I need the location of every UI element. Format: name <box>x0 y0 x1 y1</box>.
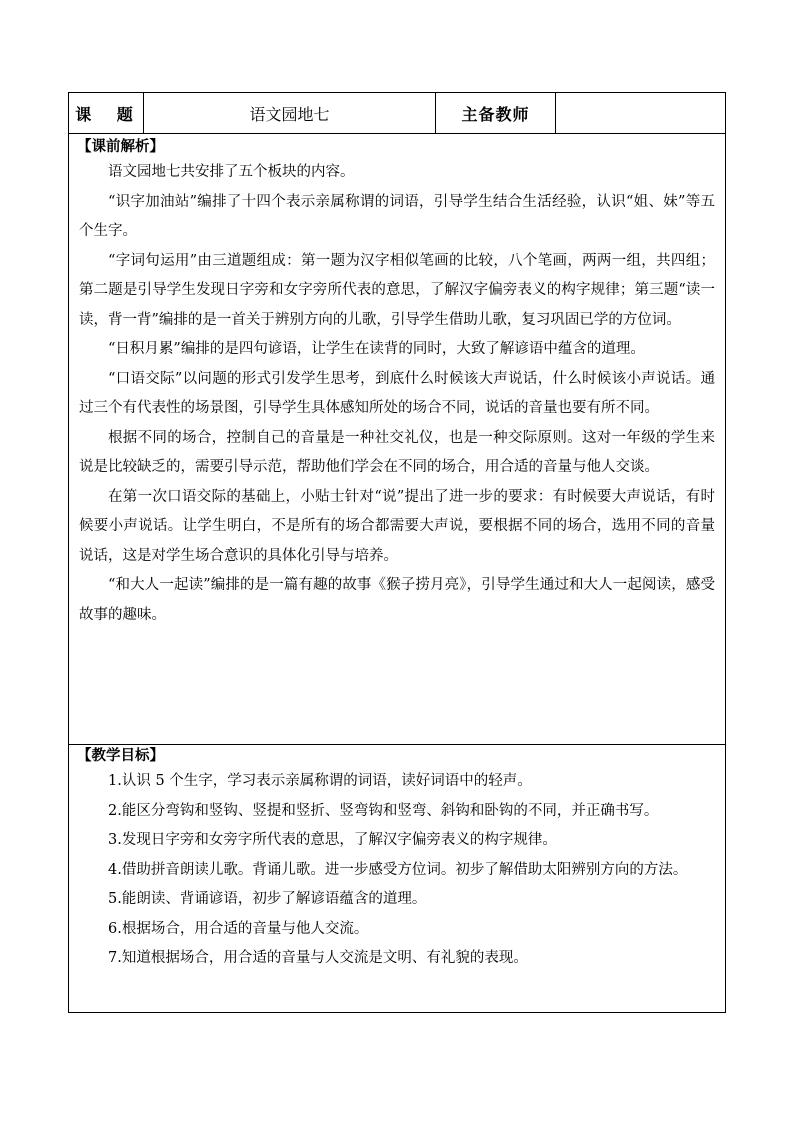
analysis-paragraph: “和大人一起读”编排的是一篇有趣的故事《猴子捞月亮》，引导学生通过和大人一起阅读，感受故事的趣味。 <box>79 577 715 623</box>
teacher-label: 主备教师 <box>436 93 556 133</box>
analysis-title: 【课前解析】 <box>77 138 164 155</box>
teacher-value <box>556 93 725 133</box>
analysis-paragraph: 在第一次口语交际的基础上，小贴士针对“说”提出了进一步的要求：有时候要大声说话，有时候要小声说话。让学生明白，不是所有的场合都需要大声说，要根据不同的场合，选用不同的音量说话，这是对学生场合意识的具体化引导与培养。 <box>79 488 715 564</box>
goal-item: 5.能朗读、背诵谚语，初步了解谚语蕴含的道理。 <box>108 891 427 907</box>
subject-label: 课 题 <box>69 93 144 133</box>
header-row <box>69 93 725 134</box>
analysis-paragraph: “口语交际”以问题的形式引发学生思考，到底什么时候该大声说话，什么时候该小声说话。通过三个有代表性的场景图，引导学生具体感知所处的场合不同，说话的音量也要有所不同。 <box>79 370 715 416</box>
subject-value: 语文园地七 <box>144 93 436 133</box>
analysis-paragraph: 语文园地七共安排了五个板块的内容。 <box>108 164 355 180</box>
analysis-paragraph: 根据不同的场合，控制自己的音量是一种社交礼仪，也是一种交际原则。这对一年级的学生来说是比较缺乏的，需要引导示范，帮助他们学会在不同的场合，用合适的音量与他人交谈。 <box>79 429 715 475</box>
analysis-paragraph: “识字加油站”编排了十四个表示亲属称谓的词语，引导学生结合生活经验，认识“姐、妹”等五个生字。 <box>79 193 715 239</box>
analysis-paragraph: “日积月累”编排的是四句谚语，让学生在读背的同时，大致了解谚语中蕴含的道理。 <box>108 341 645 357</box>
goal-item: 1.认识 5 个生字，学习表示亲属称谓的词语，读好词语中的轻声。 <box>108 773 532 789</box>
pre-class-analysis-section <box>69 134 725 744</box>
goal-item: 7.知道根据场合，用合适的音量与人交流是文明、有礼貌的表现。 <box>108 950 528 966</box>
goal-item: 6.根据场合，用合适的音量与他人交流。 <box>108 920 369 937</box>
goal-item: 3.发现日字旁和女旁字所代表的意思，了解汉字偏旁表义的构字规律。 <box>108 832 557 848</box>
analysis-paragraph: “字词句运用”由三道题组成：第一题为汉字相似笔画的比较，八个笔画，两两一组，共四组；第二题是引导学生发现日字旁和女字旁所代表的意思，了解汉字偏旁表义的构字规律；第三题“读一读，背一背”编排的是一首关于辨别方向的儿歌，引导学生借助儿歌，复习巩固已学的方位词。 <box>79 252 715 328</box>
teaching-goals-section <box>69 744 725 1012</box>
goal-item: 2.能区分弯钩和竖钩、竖提和竖折、竖弯钩和竖弯、斜钩和卧钩的不同，并正确书写。 <box>108 802 659 819</box>
lesson-plan-table <box>68 92 726 1013</box>
goals-title: 【教学目标】 <box>77 747 164 764</box>
goal-item: 4.借助拼音朗读儿歌。背诵儿歌。进一步感受方位词。初步了解借助太阳辨别方向的方法。 <box>108 861 688 878</box>
